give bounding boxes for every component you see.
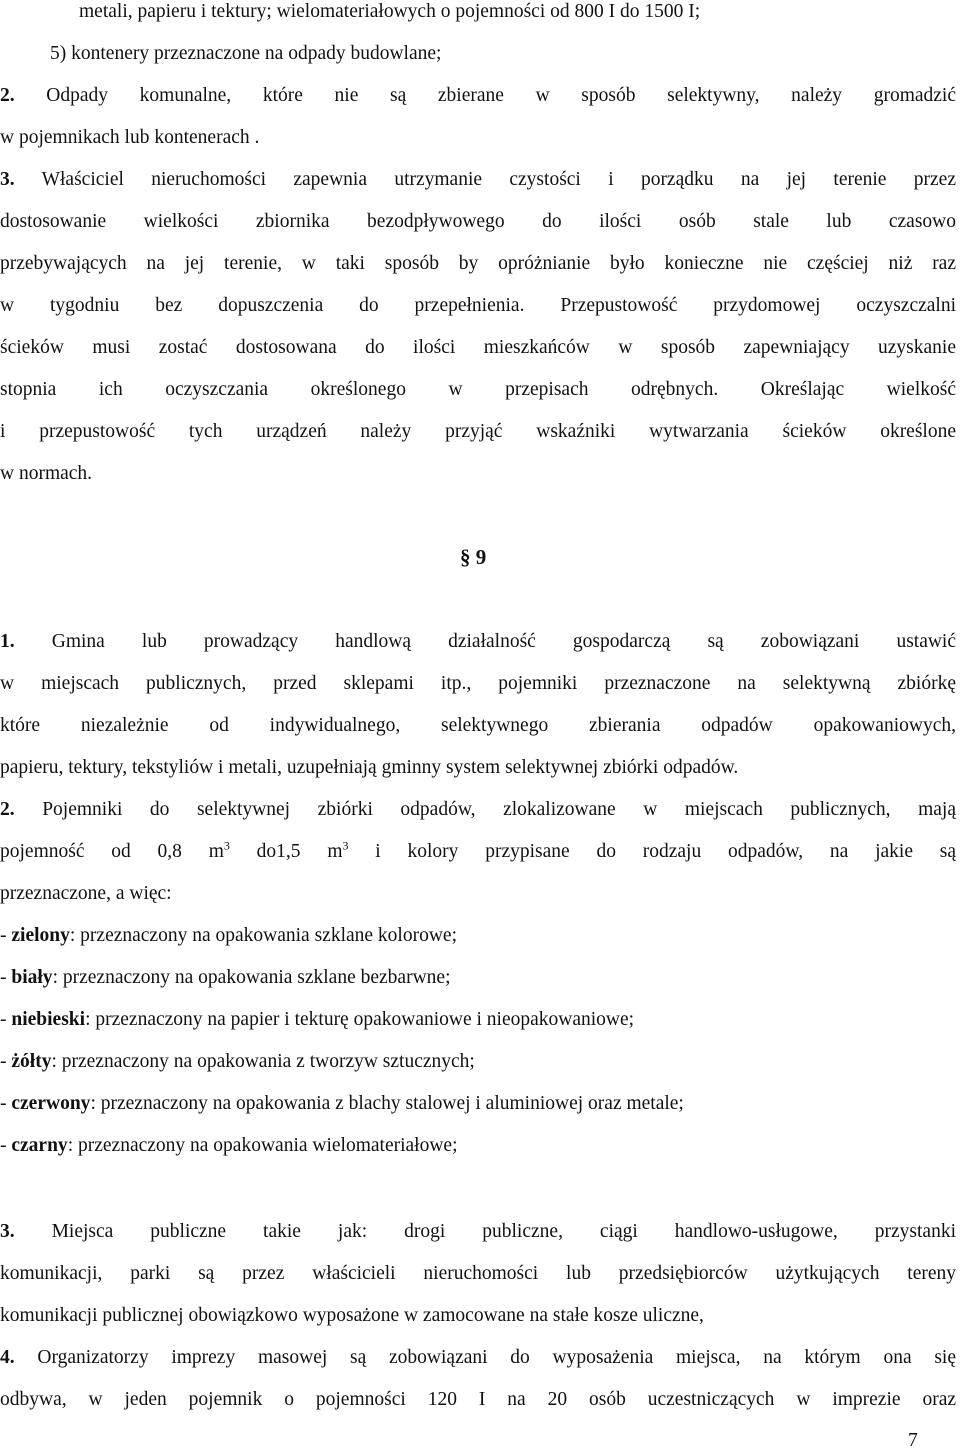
color-name: zielony bbox=[11, 925, 70, 946]
paragraph-number: 3. bbox=[0, 1221, 15, 1242]
text-line: i przepustowość tych urządzeń należy przyjąć wskaźniki wytwarzania ścieków określone bbox=[0, 421, 956, 442]
paragraph-number: 2. bbox=[0, 799, 15, 820]
text-line bbox=[0, 840, 956, 864]
text-segment: i kolory przypisane do rodzaju odpadów, na jakie są bbox=[348, 841, 956, 862]
text-line: przeznaczone, a więc: bbox=[0, 883, 172, 904]
color-name: czerwony bbox=[11, 1093, 91, 1114]
text-line: papieru, tektury, tekstyliów i metali, uzupełniają gminny system selektywnej zbiórki odpadów. bbox=[0, 757, 739, 778]
color-name: niebieski bbox=[11, 1009, 86, 1030]
list-dash: - bbox=[0, 967, 12, 988]
paragraph-text: Miejsca publiczne takie jak: drogi publiczne, ciągi handlowo-usługowe, przystanki bbox=[51, 1221, 956, 1242]
text-line: w miejscach publicznych, przed sklepami itp., pojemniki przeznaczone na selektywną zbiórkę bbox=[0, 673, 956, 694]
paragraph-line bbox=[0, 84, 956, 108]
paragraph-text: Właściciel nieruchomości zapewnia utrzymanie czystości i porządku na jej terenie przez bbox=[41, 169, 956, 190]
paragraph-number: 4. bbox=[0, 1347, 15, 1368]
text-line: komunikacji publicznej obowiązkowo wyposażone w zamocowane na stałe kosze uliczne, bbox=[0, 1305, 704, 1326]
text-line: komunikacji, parki są przez właścicieli nieruchomości lub przedsiębiorców użytkujących tereny bbox=[0, 1263, 956, 1284]
text-segment: pojemność od 0,8 m bbox=[0, 841, 224, 862]
list-dash: - bbox=[0, 1051, 12, 1072]
text-line: metali, papieru i tektury; wielomateriałowych o pojemności od 800 I do 1500 I; bbox=[79, 1, 701, 22]
page-number: 7 bbox=[908, 1430, 918, 1451]
color-description: : przeznaczony na opakowania szklane kolorowe; bbox=[69, 925, 457, 946]
color-list-item bbox=[0, 1008, 956, 1032]
color-name: żółty bbox=[11, 1051, 52, 1072]
color-description: : przeznaczony na opakowania szklane bezbarwne; bbox=[52, 967, 451, 988]
color-description: : przeznaczony na opakowania wielomateriałowe; bbox=[67, 1135, 458, 1156]
text-line: w pojemnikach lub kontenerach . bbox=[0, 127, 260, 148]
text-line: odbywa, w jeden pojemnik o pojemności 120 I na 20 osób uczestniczących w imprezie oraz bbox=[0, 1389, 956, 1410]
list-dash: - bbox=[0, 1093, 12, 1114]
text-line: w normach. bbox=[0, 463, 93, 484]
color-name: biały bbox=[11, 967, 53, 988]
color-description: : przeznaczony na opakowania z blachy stalowej i aluminiowej oraz metale; bbox=[90, 1093, 684, 1114]
color-list-item bbox=[0, 1092, 956, 1116]
color-description: : przeznaczony na opakowania z tworzyw sztucznych; bbox=[51, 1051, 475, 1072]
paragraph-number: 3. bbox=[0, 169, 15, 190]
text-line: które niezależnie od indywidualnego, selektywnego zbierania odpadów opakowaniowych, bbox=[0, 715, 956, 736]
text-line: ścieków musi zostać dostosowana do ilości mieszkańców w sposób zapewniający uzyskanie bbox=[0, 337, 956, 358]
color-description: : przeznaczony na papier i tekturę opakowaniowe i nieopakowaniowe; bbox=[85, 1009, 635, 1030]
paragraph-text: Pojemniki do selektywnej zbiórki odpadów, zlokalizowane w miejscach publicznych, mają bbox=[42, 799, 956, 820]
paragraph-line bbox=[0, 630, 956, 654]
paragraph-text: Odpady komunalne, które nie są zbierane w sposób selektywny, należy gromadzić bbox=[46, 85, 956, 106]
text-line: stopnia ich oczyszczania określonego w przepisach odrębnych. Określając wielkość bbox=[0, 379, 956, 400]
paragraph-number: 1. bbox=[0, 631, 15, 652]
color-list-item bbox=[0, 1050, 956, 1074]
section-heading: § 9 bbox=[460, 545, 487, 569]
text-line: w tygodniu bez dopuszczenia do przepełnienia. Przepustowość przydomowej oczyszczalni bbox=[0, 295, 956, 316]
paragraph-line bbox=[0, 1220, 956, 1244]
paragraph-number: 2. bbox=[0, 85, 15, 106]
text-line: 5) kontenery przeznaczone na odpady budowlane; bbox=[50, 43, 442, 64]
list-dash: - bbox=[0, 1135, 12, 1156]
paragraph-line bbox=[0, 168, 956, 192]
color-name: czarny bbox=[11, 1135, 68, 1156]
list-dash: - bbox=[0, 925, 12, 946]
text-line: dostosowanie wielkości zbiornika bezodpływowego do ilości osób stale lub czasowo bbox=[0, 211, 956, 232]
text-line: przebywających na jej terenie, w taki sposób by opróżnianie było konieczne nie częściej niż raz bbox=[0, 253, 956, 274]
paragraph-line bbox=[0, 1346, 956, 1370]
superscript: 3 bbox=[342, 840, 349, 853]
paragraph-text: Organizatorzy imprezy masowej są zobowiązani do wyposażenia miejsca, na którym ona się bbox=[37, 1347, 956, 1368]
color-list-item bbox=[0, 1134, 956, 1158]
color-list-item bbox=[0, 966, 956, 990]
paragraph-line bbox=[0, 798, 956, 822]
paragraph-text: Gmina lub prowadzący handlową działalność gospodarczą są zobowiązani ustawić bbox=[51, 631, 956, 652]
text-segment: do1,5 m bbox=[229, 841, 343, 862]
color-list-item bbox=[0, 924, 956, 948]
superscript: 3 bbox=[223, 840, 230, 853]
list-dash: - bbox=[0, 1009, 12, 1030]
